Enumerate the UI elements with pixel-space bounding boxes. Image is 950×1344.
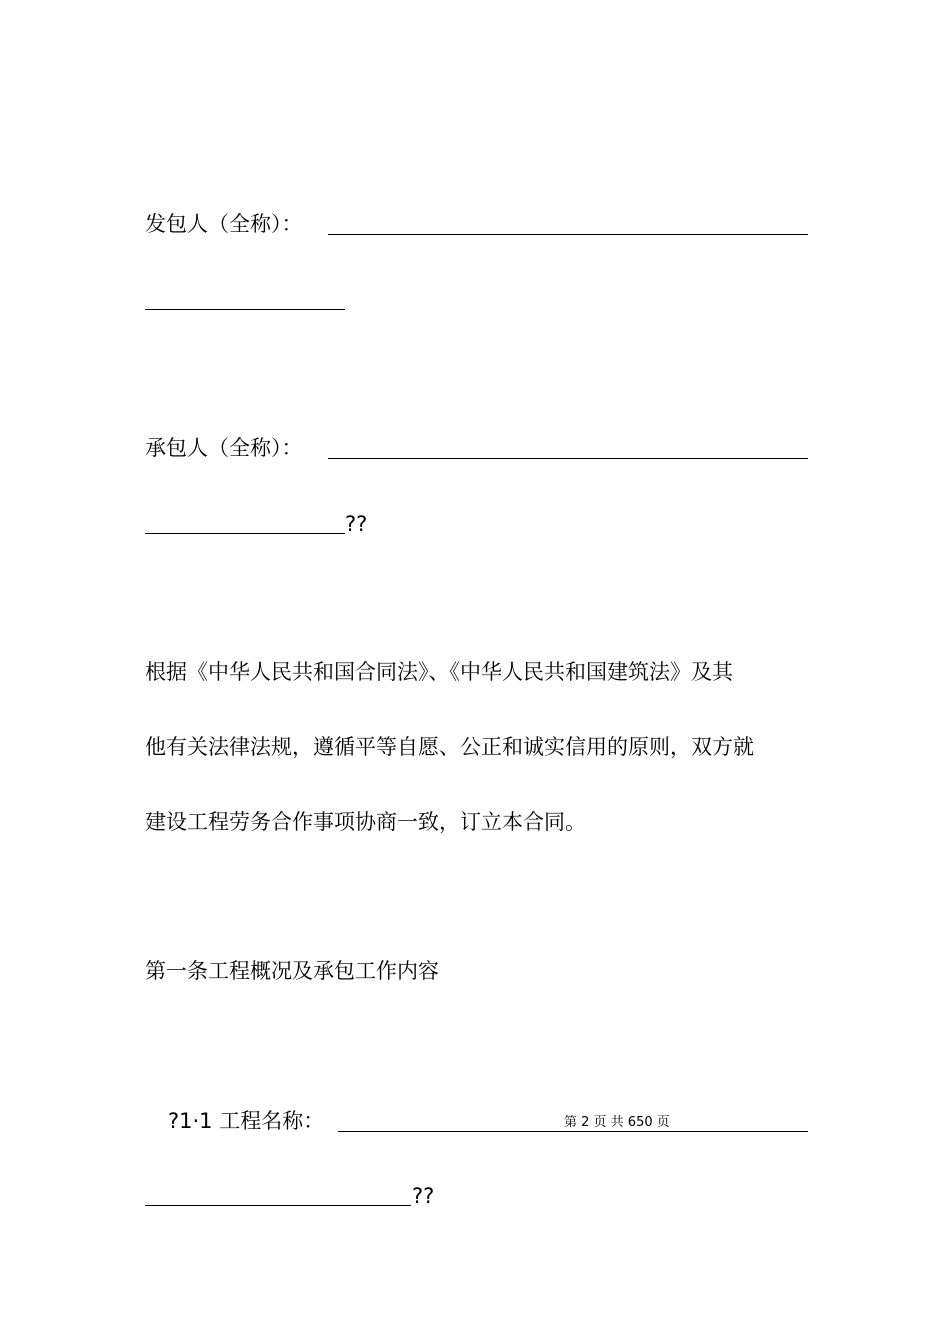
party-b-trailing-mark: ?? [345,512,368,536]
project-name-blank-continued[interactable] [145,1205,411,1206]
project-name-blank[interactable] [338,1131,808,1132]
party-a-name-blank[interactable] [328,234,808,235]
preamble-line-2: 他有关法律法规，遵循平等自愿、公正和诚实信用的原则，双方就 [145,735,754,759]
item-1-1-line [168,1107,324,1135]
party-b-line [145,434,303,462]
party-a-name-blank-continued[interactable] [145,309,345,310]
party-b-label: 承包人（全称）： [145,436,303,460]
party-b-name-blank-continued[interactable] [145,533,345,534]
item-1-1-trailing-mark: ?? [412,1184,435,1208]
preamble-line-1: 根据《中华人民共和国合同法》、《中华人民共和国建筑法》及其 [145,660,733,684]
item-1-1-label: ?1·1 工程名称： [168,1109,325,1133]
page-number: 第 2 页 共 650 页 [564,1115,670,1130]
party-b-name-blank[interactable] [328,458,808,459]
party-a-label: 发包人（全称）： [145,212,303,236]
preamble-line-3: 建设工程劳务合作事项协商一致，订立本合同。 [145,810,586,834]
article-1-title: 第一条工程概况及承包工作内容 [145,959,439,983]
party-a-line [145,210,303,238]
